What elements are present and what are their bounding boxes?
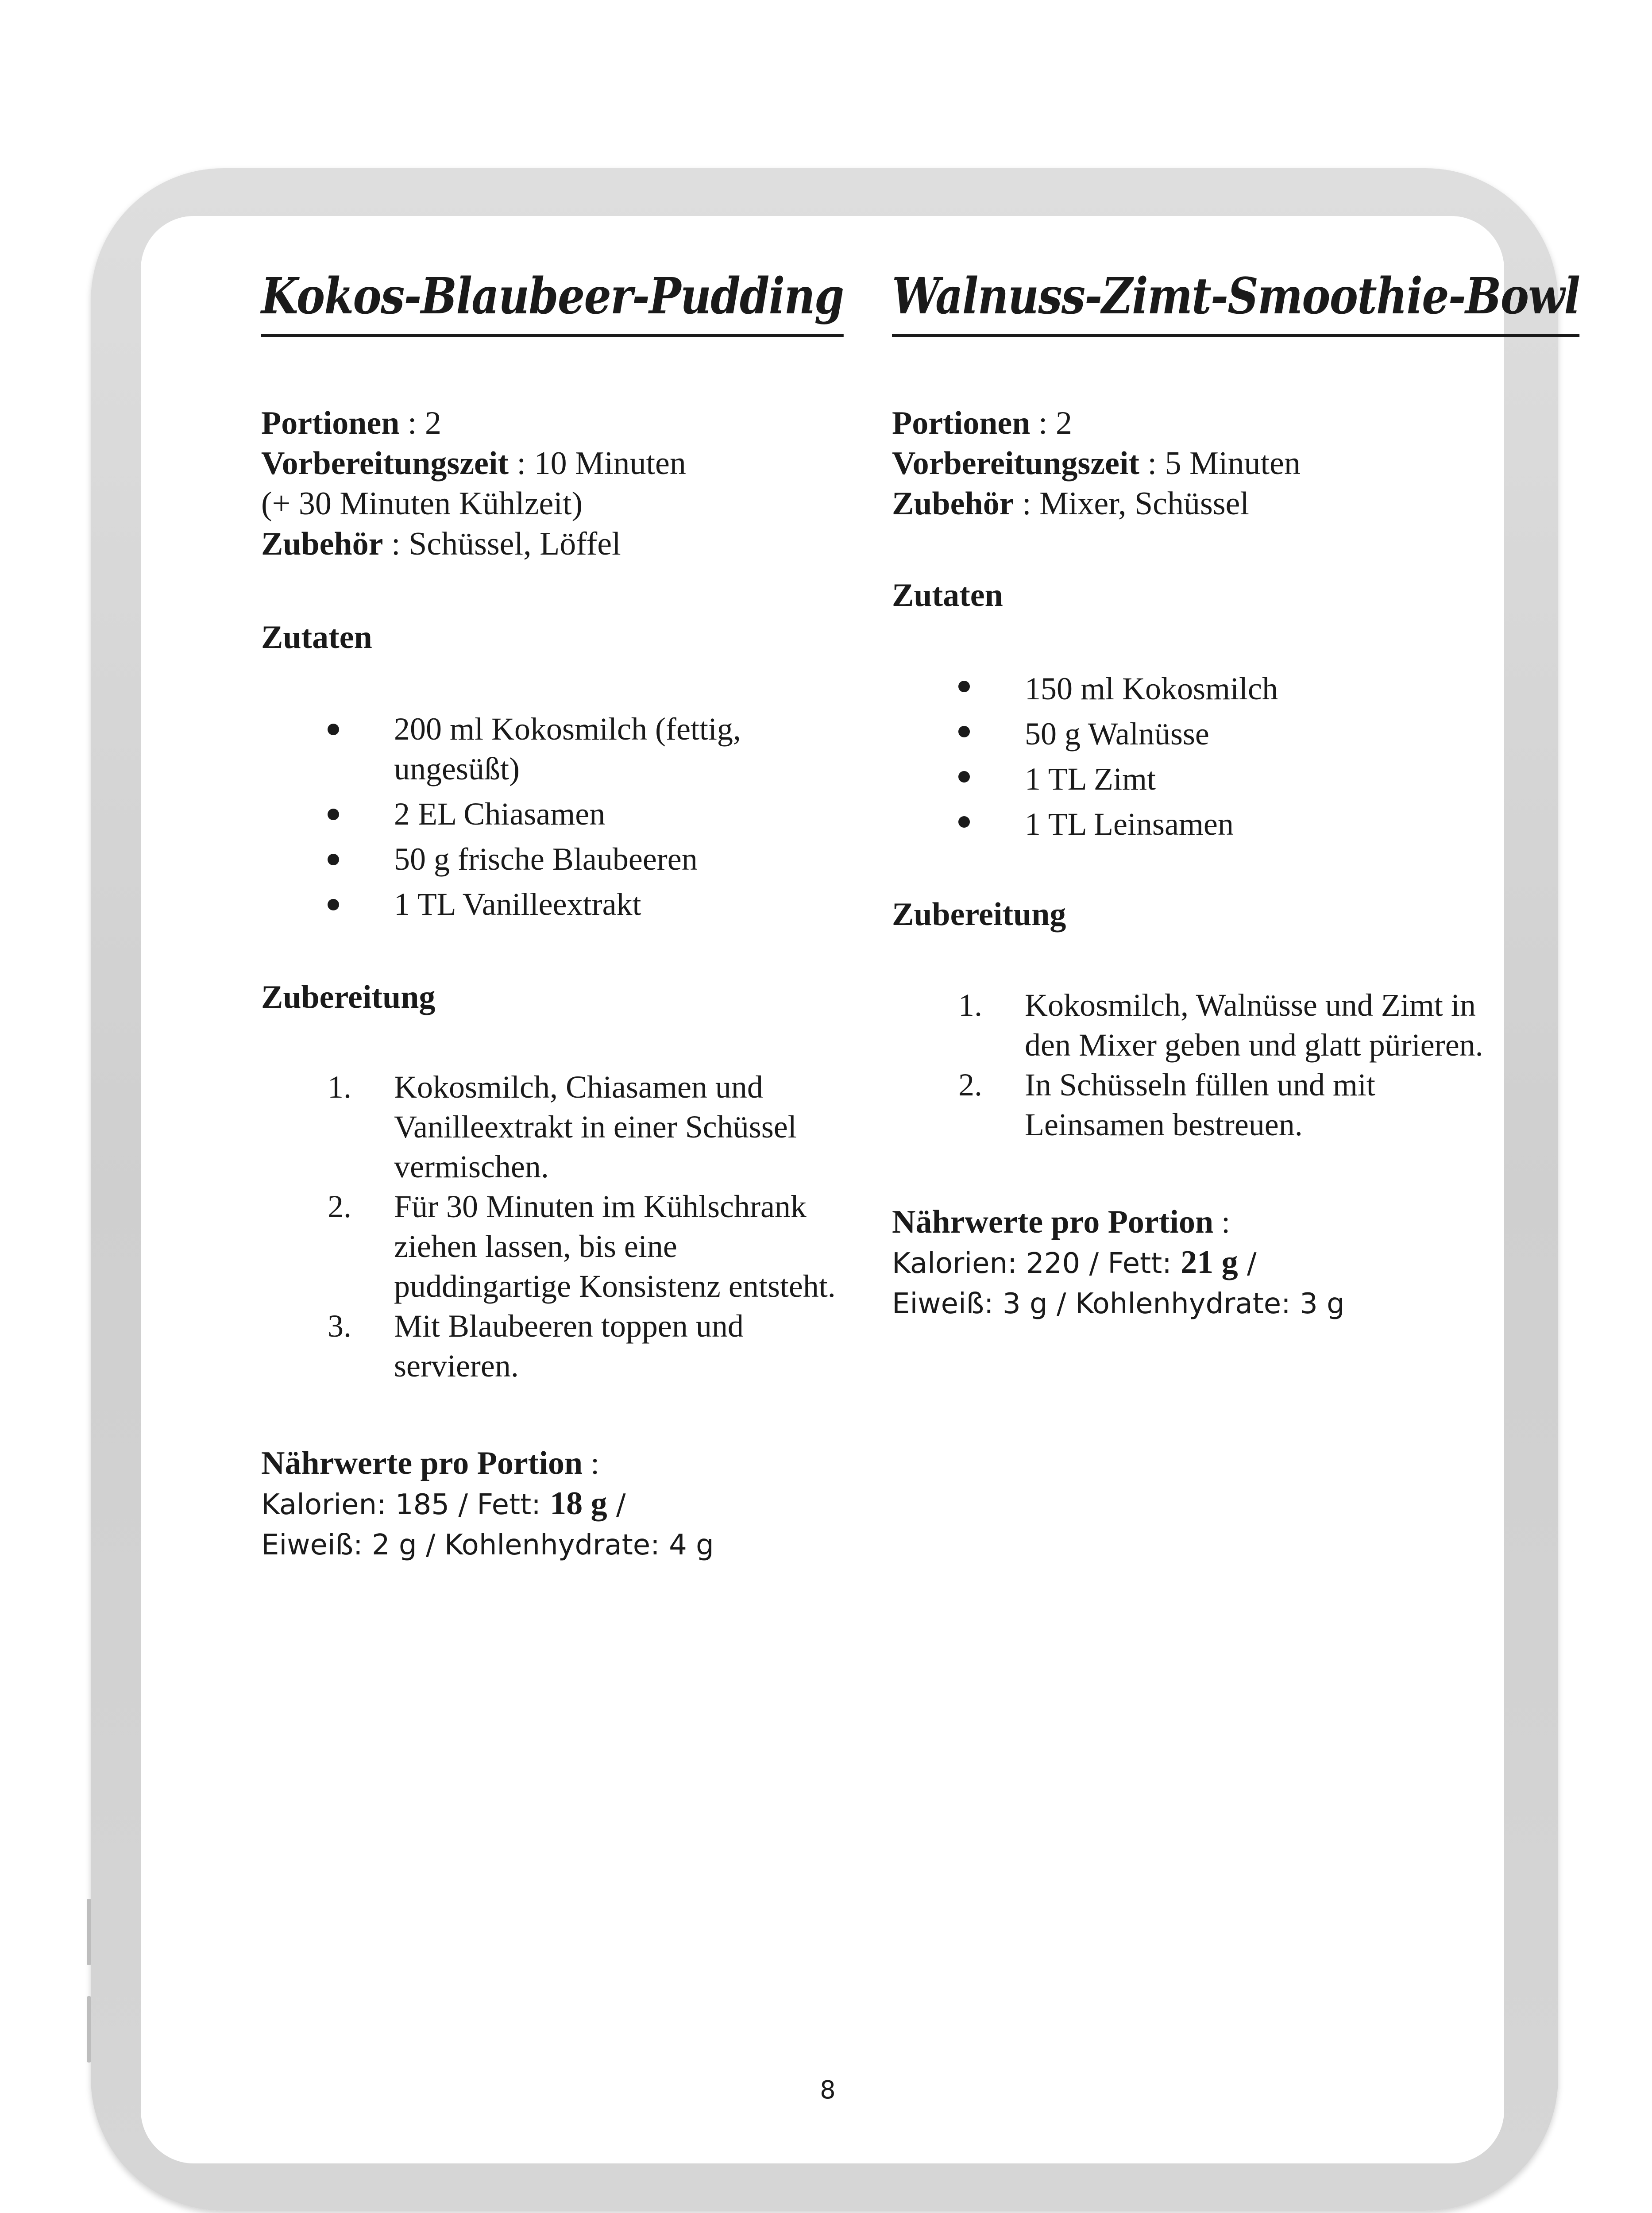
ingredient-item: 150 ml Kokosmilch bbox=[1025, 666, 1485, 711]
kalorien-line: Kalorien: 220 / Fett: 21 g / bbox=[892, 1244, 1257, 1280]
recipe-title: Walnuss-Zimt-Smoothie-Bowl bbox=[892, 261, 1579, 337]
zubehoer-label: Zubehör bbox=[261, 526, 383, 562]
ingredient-item: 50 g frische Blaubeeren bbox=[394, 839, 837, 879]
step-item bbox=[328, 1187, 837, 1306]
step-item bbox=[958, 985, 1485, 1065]
bullet-icon bbox=[328, 724, 339, 735]
bullet-icon bbox=[328, 899, 339, 910]
kalorien-line: Kalorien: 185 / Fett: 18 g / bbox=[261, 1485, 626, 1522]
recipe-title: Kokos-Blaubeer-Pudding bbox=[261, 261, 843, 337]
tablet-side-button bbox=[87, 1899, 91, 1965]
zubehoer-label: Zubehör bbox=[892, 486, 1014, 522]
recipe-column-right bbox=[892, 261, 1580, 1324]
step-text: Für 30 Minuten im Kühlschrank ziehen lassen, bis eine puddingartige Konsistenz entsteht. bbox=[394, 1189, 836, 1304]
ingredient-item: 1 TL Vanilleextrakt bbox=[394, 884, 837, 924]
page-number: 8 bbox=[820, 2076, 836, 2105]
ingredient-item: 2 EL Chiasamen bbox=[394, 794, 837, 834]
portionen-line bbox=[892, 403, 1485, 443]
eiweiss-line: Eiweiß: 3 g / Kohlenhydrate: 3 g bbox=[892, 1288, 1345, 1320]
ingredient-item: 1 TL Leinsamen bbox=[1025, 802, 1485, 847]
step-text: In Schüsseln füllen und mit Leinsamen bestreuen. bbox=[1025, 1067, 1375, 1142]
bullet-icon bbox=[328, 809, 339, 820]
portionen-line bbox=[261, 403, 837, 443]
step-item bbox=[328, 1067, 837, 1187]
zubereitung-heading: Zubereitung bbox=[261, 979, 436, 1015]
vorbereitungszeit-label: Vorbereitungszeit bbox=[261, 445, 509, 482]
recipe-meta bbox=[892, 403, 1485, 524]
bullet-icon bbox=[958, 771, 970, 783]
portionen-value: : 2 bbox=[1030, 405, 1072, 441]
naehrwerte-heading: Nährwerte pro Portion : bbox=[892, 1204, 1231, 1240]
zubereitung-heading: Zubereitung bbox=[892, 896, 1066, 933]
step-text: Kokosmilch, Walnüsse und Zimt in den Mixer geben und glatt pürieren. bbox=[1025, 987, 1483, 1063]
ingredient-item: 1 TL Zimt bbox=[1025, 756, 1485, 802]
fett-value: 21 g bbox=[1181, 1244, 1238, 1280]
eiweiss-line: Eiweiß: 2 g / Kohlenhydrate: 4 g bbox=[261, 1529, 714, 1561]
step-number: 2. bbox=[328, 1189, 351, 1224]
tablet-side-button bbox=[87, 1996, 91, 2063]
vorbereitungszeit-value: : 10 Minuten bbox=[509, 445, 686, 482]
zubehoer-value: : Schüssel, Löffel bbox=[383, 526, 621, 562]
step-list bbox=[261, 1067, 837, 1386]
naehrwerte-block bbox=[261, 1443, 837, 1565]
ingredient-item: 50 g Walnüsse bbox=[1025, 711, 1485, 756]
step-item bbox=[328, 1306, 837, 1386]
recipe-column-left bbox=[261, 261, 844, 1565]
vorbereitungszeit-value: : 5 Minuten bbox=[1139, 445, 1301, 482]
step-number: 1. bbox=[958, 987, 982, 1023]
step-number: 1. bbox=[328, 1069, 351, 1105]
portionen-value: : 2 bbox=[399, 405, 441, 441]
zubehoer-line bbox=[261, 524, 837, 564]
recipe-meta bbox=[261, 403, 837, 564]
step-number: 3. bbox=[328, 1308, 351, 1344]
vorbereitungszeit-extra: (+ 30 Minuten Kühlzeit) bbox=[261, 486, 583, 522]
step-list bbox=[892, 985, 1485, 1145]
fett-value: 18 g bbox=[550, 1485, 607, 1522]
naehrwerte-block bbox=[892, 1202, 1485, 1324]
bullet-icon bbox=[958, 726, 970, 737]
step-number: 2. bbox=[958, 1067, 982, 1103]
step-text: Kokosmilch, Chiasamen und Vanilleextrakt in einer Schüssel vermischen. bbox=[394, 1069, 797, 1184]
naehrwerte-heading: Nährwerte pro Portion : bbox=[261, 1445, 600, 1481]
bullet-icon bbox=[958, 681, 970, 692]
zutaten-heading: Zutaten bbox=[261, 619, 372, 655]
step-text: Mit Blaubeeren toppen und servieren. bbox=[394, 1308, 744, 1384]
vorbereitungszeit-line bbox=[892, 443, 1485, 484]
bullet-icon bbox=[958, 816, 970, 828]
zubehoer-line bbox=[892, 484, 1485, 524]
vorbereitungszeit-label: Vorbereitungszeit bbox=[892, 445, 1140, 482]
portionen-label: Portionen bbox=[892, 405, 1031, 441]
zutaten-heading: Zutaten bbox=[892, 577, 1003, 613]
ingredient-list bbox=[892, 666, 1485, 847]
step-item bbox=[958, 1065, 1485, 1145]
bullet-icon bbox=[328, 854, 339, 865]
portionen-label: Portionen bbox=[261, 405, 400, 441]
zubehoer-value: : Mixer, Schüssel bbox=[1014, 486, 1249, 522]
ingredient-item: 200 ml Kokosmilch (fettig, ungesüßt) bbox=[394, 709, 837, 789]
vorbereitungszeit-line bbox=[261, 443, 837, 484]
ingredient-list bbox=[261, 709, 837, 924]
